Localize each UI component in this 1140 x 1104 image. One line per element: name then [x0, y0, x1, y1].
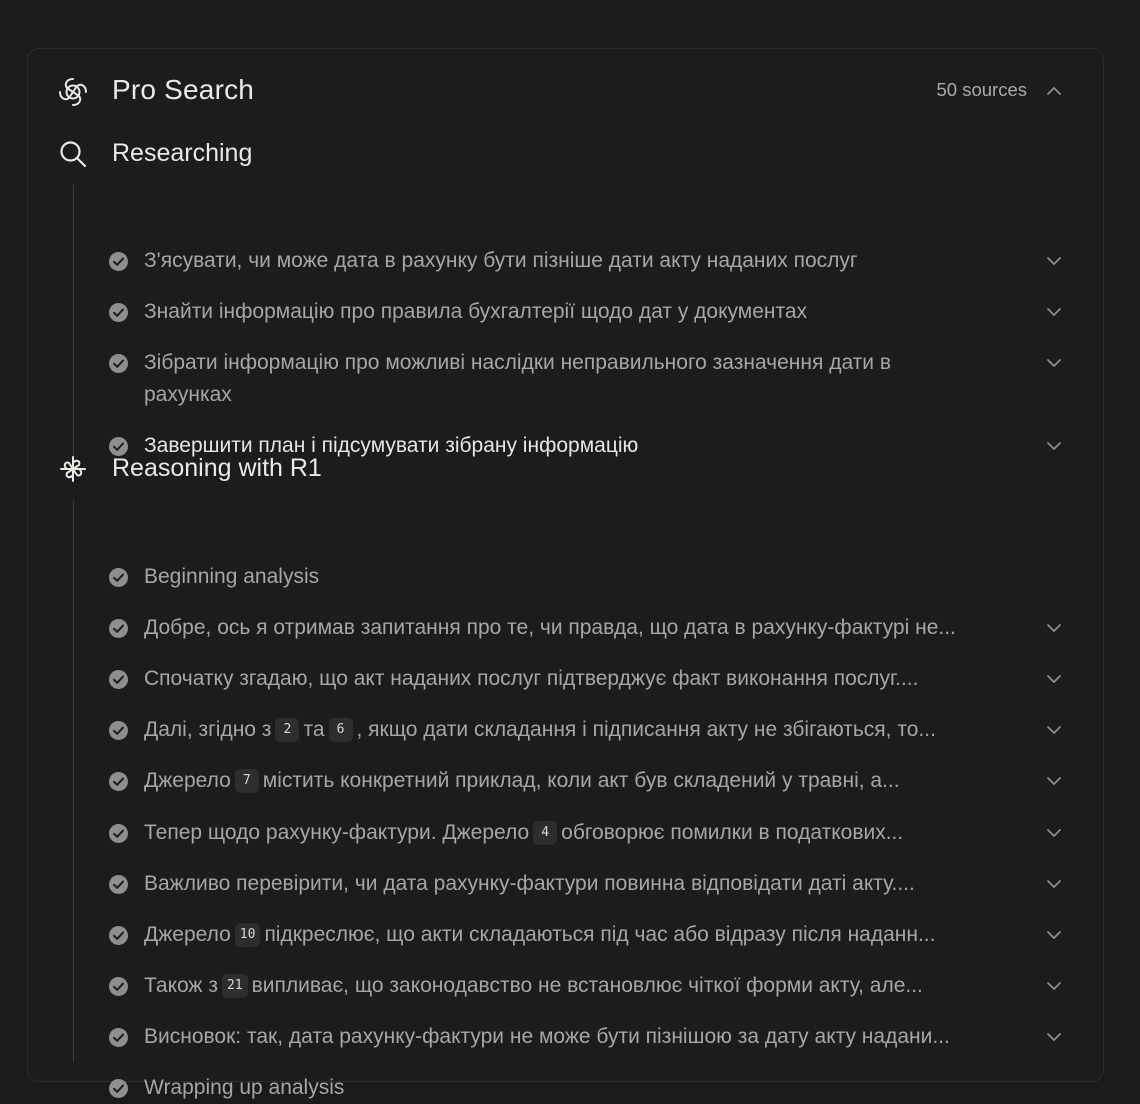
chevron-down-icon[interactable]: [1045, 824, 1063, 842]
chevron-down-icon[interactable]: [1045, 619, 1063, 637]
step-text: [144, 765, 1020, 797]
check-circle-icon: [108, 925, 129, 946]
perplexity-logo-icon: [56, 75, 90, 109]
check-circle-icon: [108, 669, 129, 690]
check-circle-icon: [108, 720, 129, 741]
check-circle-icon: [108, 302, 129, 323]
check-circle-icon: [108, 771, 129, 792]
step-text: [144, 1021, 1020, 1053]
step-text-part: Висновок: так, дата рахунку-фактури не може бути пізнішою за дату акту надани...: [144, 1025, 950, 1048]
citation-badge[interactable]: 7: [235, 769, 259, 793]
step-text-part: Важливо перевірити, чи дата рахунку-фактури повинна відповідати даті акту....: [144, 872, 915, 895]
chevron-down-icon[interactable]: [1045, 721, 1063, 739]
step-text-part: , якщо дати складання і підписання акту не збігаються, то...: [356, 718, 936, 741]
step-text-part: Спочатку згадаю, що акт наданих послуг підтверджує факт виконання послуг....: [144, 667, 919, 690]
check-circle-icon: [108, 823, 129, 844]
chevron-down-icon[interactable]: [1045, 1028, 1063, 1046]
check-circle-icon: [108, 1027, 129, 1048]
step-text-part: підкреслює, що акти складаються під час або відразу після наданн...: [264, 923, 936, 946]
step-text: [144, 919, 1020, 951]
chevron-up-icon[interactable]: [1045, 82, 1063, 100]
step-text: [144, 970, 1020, 1002]
sources-count-button[interactable]: 50 sources: [936, 79, 1027, 100]
step-text-part: містить конкретний приклад, коли акт був складений у травні, а...: [262, 769, 900, 792]
chevron-down-icon[interactable]: [1045, 303, 1063, 321]
step-text-part: Beginning analysis: [144, 565, 320, 588]
step-text-part: Джерело: [144, 923, 231, 946]
step-text-part: Wrapping up analysis: [144, 1076, 345, 1099]
panel-header[interactable]: [28, 49, 1103, 133]
step-text-part: Джерело: [144, 769, 231, 792]
step-text: З'ясувати, чи може дата в рахунку бути пізніше дати акту наданих послуг: [144, 249, 858, 272]
citation-badge[interactable]: 4: [533, 821, 557, 845]
step-text-part: Також з: [144, 974, 218, 997]
chevron-down-icon[interactable]: [1045, 977, 1063, 995]
step-text-part: випливає, що законодавство не встановлює чіткої форми акту, але...: [251, 974, 923, 997]
chevron-down-icon[interactable]: [1045, 252, 1063, 270]
step-text: [144, 1072, 1020, 1104]
section-title-researching: Researching: [112, 139, 253, 167]
citation-badge[interactable]: 2: [275, 718, 299, 742]
step-text-part: Далі, згідно з: [144, 718, 272, 741]
step-text-part: Тепер щодо рахунку-фактури. Джерело: [144, 821, 530, 844]
reasoning-icon: [58, 454, 88, 484]
chevron-down-icon[interactable]: [1045, 354, 1063, 372]
step-text: [144, 612, 1020, 644]
step-text: [144, 817, 1020, 849]
chevron-down-icon[interactable]: [1045, 670, 1063, 688]
step-text: Знайти інформацію про правила бухгалтерії щодо дат у документах: [144, 300, 808, 323]
step-text: Завершити план і підсумувати зібрану інформацію: [144, 434, 639, 457]
search-icon: [58, 139, 88, 169]
chevron-down-icon[interactable]: [1045, 772, 1063, 790]
check-circle-icon: [108, 1078, 129, 1099]
step-text: [144, 663, 1020, 695]
panel-title: Pro Search: [112, 74, 255, 105]
section-title-reasoning: Reasoning with R1: [112, 454, 322, 482]
check-circle-icon: [108, 251, 129, 272]
step-text: [144, 868, 1020, 900]
step-text-part: обговорює помилки в податкових...: [561, 821, 904, 844]
chevron-down-icon[interactable]: [1045, 875, 1063, 893]
step-text: [144, 714, 1020, 746]
step-text: Зібрати інформацію про можливі наслідки неправильного зазначення дати в рахунках: [144, 351, 892, 406]
check-circle-icon: [108, 567, 129, 588]
check-circle-icon: [108, 976, 129, 997]
check-circle-icon: [108, 353, 129, 374]
step-text: [144, 561, 1020, 593]
check-circle-icon: [108, 874, 129, 895]
pro-search-panel: [27, 48, 1104, 1099]
citation-badge[interactable]: 10: [235, 923, 261, 947]
citation-badge[interactable]: 21: [222, 974, 248, 998]
step-text-part: Добре, ось я отримав запитання про те, чи правда, що дата в рахунку-фактурі не...: [144, 616, 956, 639]
step-text-part: та: [303, 718, 325, 741]
chevron-down-icon[interactable]: [1045, 437, 1063, 455]
chevron-down-icon[interactable]: [1045, 926, 1063, 944]
timeline-line: [73, 185, 74, 471]
check-circle-icon: [108, 618, 129, 639]
timeline-line: [73, 500, 74, 1062]
citation-badge[interactable]: 6: [329, 718, 353, 742]
